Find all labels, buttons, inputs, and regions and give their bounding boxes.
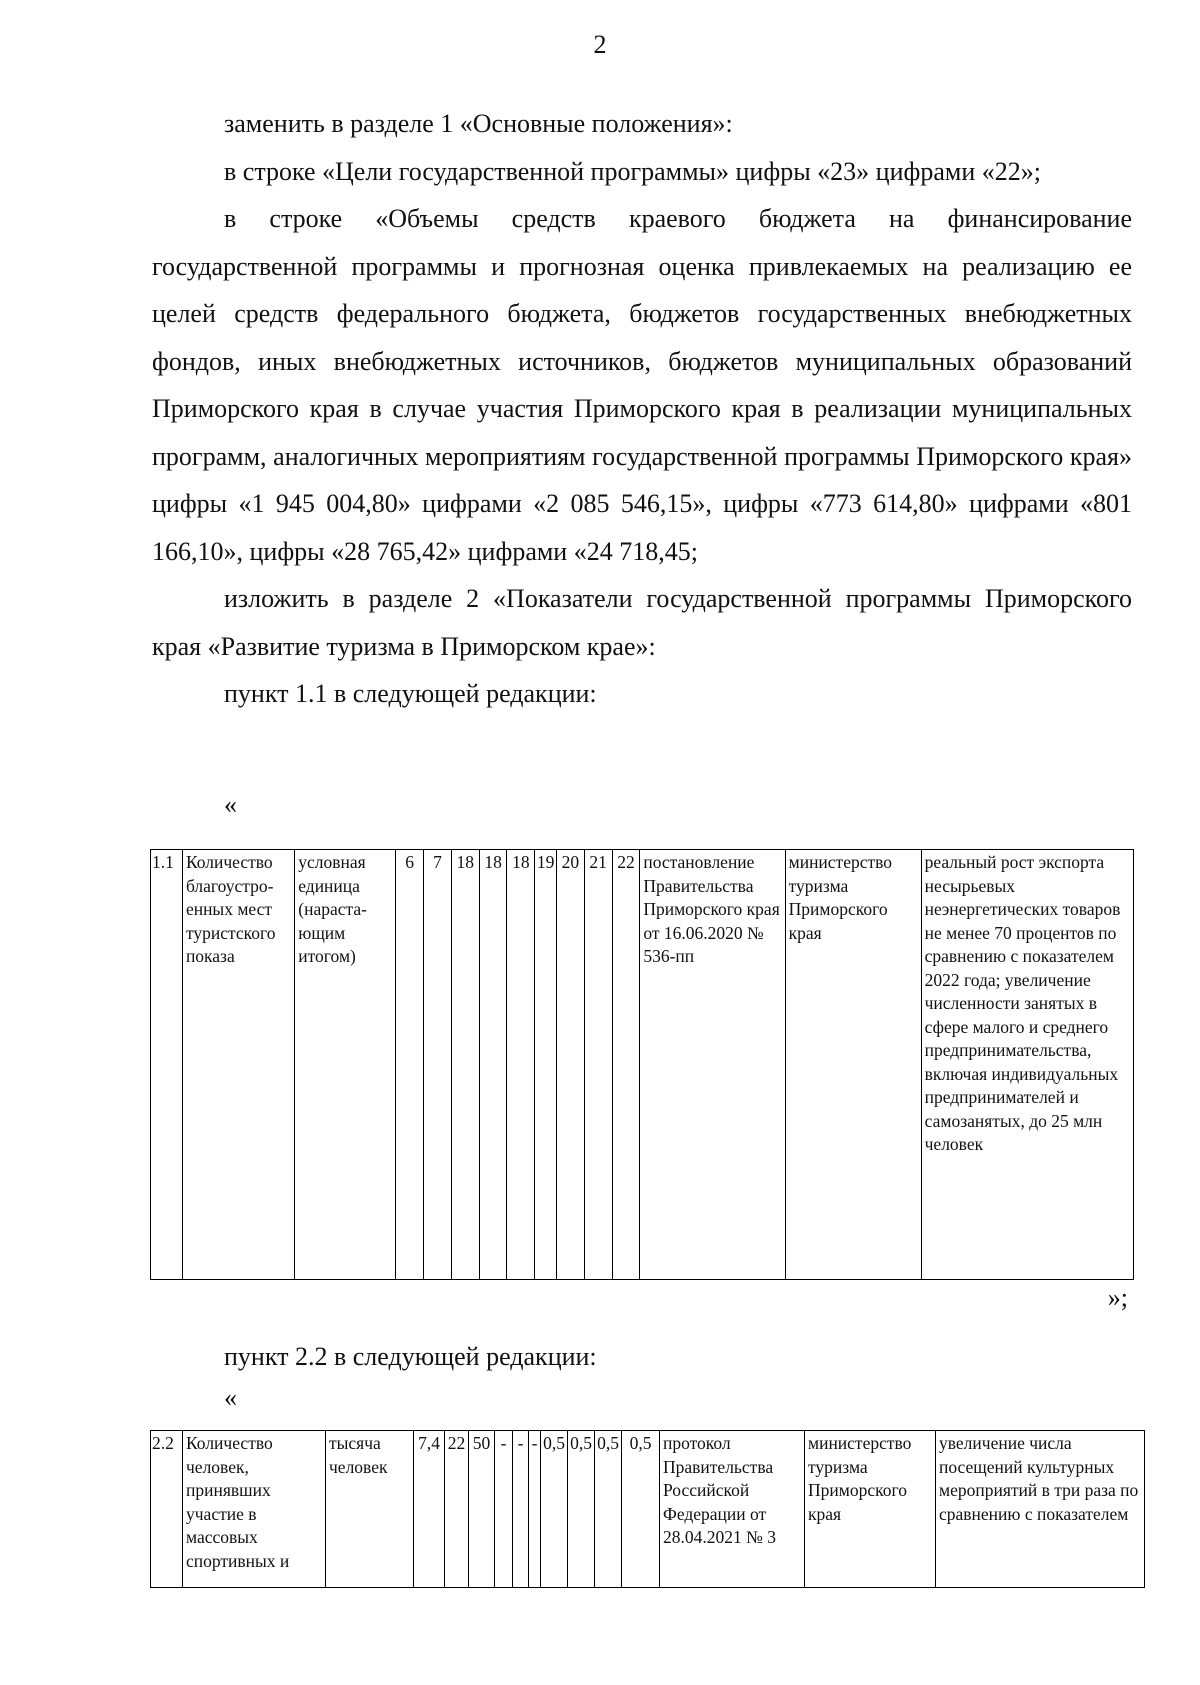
unit-cell: условная единица (нараста-ющим итогом) (295, 850, 396, 1280)
close-quote: »; (1107, 1283, 1128, 1312)
value-cell: 7,4 (414, 1431, 445, 1588)
paragraph: пункт 1.1 в следующей редакции: (224, 679, 597, 708)
value-cell: 22 (445, 1431, 469, 1588)
value-cell: 6 (396, 850, 424, 1280)
value-cell: 18 (451, 850, 479, 1280)
paragraph: пункт 2.2 в следующей редакции: (224, 1342, 597, 1371)
value-cell: - (529, 1431, 541, 1588)
value-cell: 18 (479, 850, 507, 1280)
value-cell: 0,5 (541, 1431, 568, 1588)
value-cell: 0,5 (622, 1431, 660, 1588)
unit-cell: тысяча человек (326, 1431, 414, 1588)
paragraph: заменить в разделе 1 «Основные положения»: (224, 109, 733, 138)
value-cell: 22 (612, 850, 640, 1280)
paragraph-block (152, 1333, 1132, 1381)
responsible-cell: министерство туризма Приморского края (785, 850, 921, 1280)
indicator-table-2-2 (150, 1430, 1145, 1588)
value-cell: - (513, 1431, 529, 1588)
indicator-name: Количество благоустро-енных мест туристского показа (182, 850, 294, 1280)
value-cell: 50 (469, 1431, 495, 1588)
value-cell: 0,5 (568, 1431, 595, 1588)
value-cell: 21 (584, 850, 612, 1280)
paragraph: в строке «Объемы средств краевого бюджета на финансирование государственной программы и прогнозная оценка привлекаемых на реализацию ее целей средств федерального бюджета, бюджетов государственных внебюджетных фондов, иных внебюджетных источников, бюджетов муниципальных образований Приморского края в случае участия Приморского края в реализации муниципальных программ, аналогичных мероприятиям государственной программы Приморского края» цифры «1 945 004,80» цифрами «2 085 546,15», цифры «773 614,80» цифрами «801 166,10», цифры «28 765,42» цифрами «24 718,45; (152, 204, 1132, 566)
responsible-cell: министерство туризма Приморского края (805, 1431, 936, 1588)
goal-cell: увеличение числа посещений культурных мероприятий в три раза по сравнению с показателем (936, 1431, 1145, 1588)
goal-cell: реальный рост экспорта несырьевых неэнергетических товаров не менее 70 процентов по сравнению с показателем 2022 года; увеличение численности занятых в сфере малого и среднего предпринимательства, включая индивидуальных предпринимателей и самозанятых, до 25 млн человек (921, 850, 1133, 1280)
value-cell: 20 (556, 850, 584, 1280)
row-number: 2.2 (151, 1431, 183, 1588)
document-cell: постановление Правительства Приморского края от 16.06.2020 № 536-пп (640, 850, 785, 1280)
page-number: 2 (593, 30, 607, 59)
document-cell: протокол Правительства Российской Федерации от 28.04.2021 № 3 (660, 1431, 805, 1588)
paragraph: изложить в разделе 2 «Показатели государственной программы Приморского края «Развитие туризма в Приморском крае»: (152, 584, 1132, 661)
value-cell: 0,5 (595, 1431, 622, 1588)
paragraph: в строке «Цели государственной программы» цифры «23» цифрами «22»; (224, 156, 1041, 186)
value-cell: 18 (507, 850, 535, 1280)
open-quote: « (224, 1383, 237, 1412)
value-cell: 7 (424, 850, 452, 1280)
indicator-name: Количество человек, принявших участие в массовых спортивных и (183, 1431, 326, 1588)
row-number: 1.1 (151, 850, 183, 1280)
table-row (151, 850, 1134, 1280)
open-quote: « (224, 790, 237, 819)
document-body (152, 100, 1132, 718)
value-cell: - (495, 1431, 513, 1588)
indicator-table-1-1 (150, 849, 1134, 1280)
table-row (151, 1431, 1145, 1588)
value-cell: 19 (535, 850, 557, 1280)
